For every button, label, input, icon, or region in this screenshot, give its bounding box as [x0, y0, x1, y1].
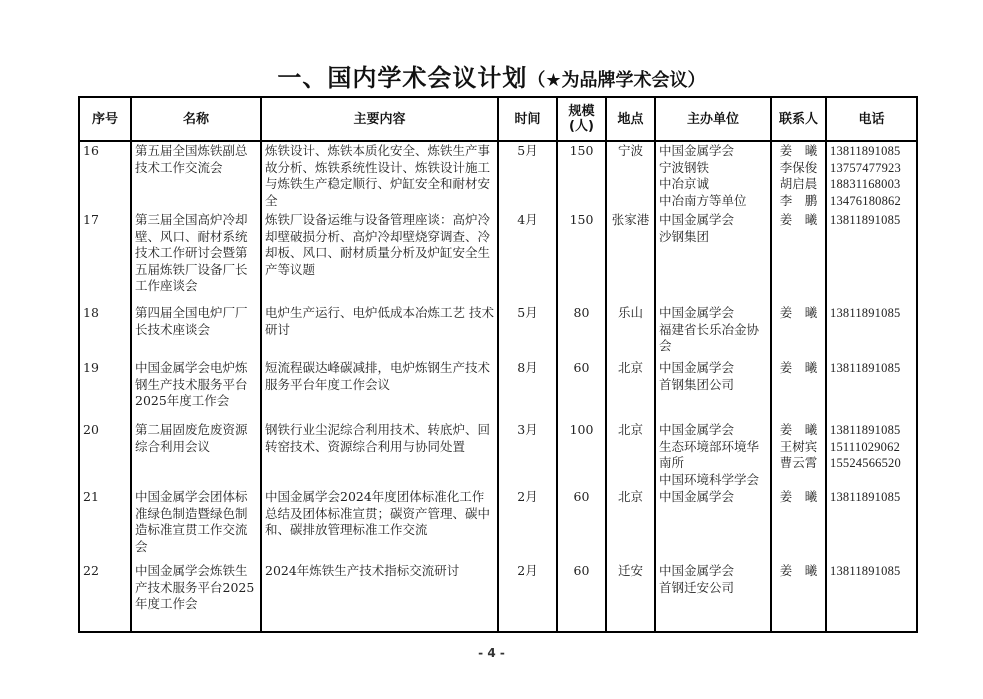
phone-item: 15111029062 [830, 439, 901, 454]
contact-item: 曹云霄 [779, 455, 818, 470]
cell-time: 2月 [498, 488, 557, 562]
phone-item: 15524566520 [830, 456, 901, 470]
cell-place: 乐山 [606, 304, 655, 359]
cell-contact [771, 141, 826, 211]
cell-organizer [655, 211, 771, 304]
contact-item: 姜 曦 [779, 563, 818, 578]
cell-content: 中国金属学会2024年度团体标准化工作总结及团体标准宣贯；碳资产管理、碳中和、碳排放管理标准工作交流 [261, 488, 498, 562]
cell-no: 18 [79, 304, 131, 359]
cell-time: 4月 [498, 211, 557, 304]
header-organizer: 主办单位 [655, 97, 771, 141]
cell-scale: 100 [557, 421, 606, 488]
organizer-item: 中国金属学会 [659, 143, 735, 158]
table-row [79, 304, 917, 359]
cell-contact [771, 304, 826, 359]
organizer-item: 首钢集团公司 [659, 376, 735, 392]
cell-scale: 80 [557, 304, 606, 359]
cell-no: 19 [79, 359, 131, 421]
cell-no: 17 [79, 211, 131, 304]
cell-no: 21 [79, 488, 131, 562]
organizer-item: 中冶京诚 [659, 176, 710, 191]
page-number: - 4 - [478, 646, 505, 660]
cell-phone [826, 141, 917, 211]
cell-time: 5月 [498, 304, 557, 359]
table-row [79, 141, 917, 211]
table-header-row [79, 97, 917, 141]
cell-scale: 60 [557, 488, 606, 562]
contact-item: 姜 曦 [779, 422, 818, 437]
cell-organizer [655, 141, 771, 211]
organizer-item: 中国环境科学学会 [659, 471, 760, 487]
cell-content: 钢铁行业尘泥综合利用技术、转底炉、回转窑技术、资源综合利用与协同处置 [261, 421, 498, 488]
contact-item: 姜 曦 [779, 360, 818, 375]
cell-content: 炼铁设计、炼铁本质化安全、炼铁生产事故分析、炼铁系统性设计、炼铁设计施工与炼铁生产稳定顺行、炉缸安全和耐材安全 [261, 141, 498, 211]
contact-item: 姜 曦 [779, 143, 818, 158]
organizer-item: 中国金属学会 [659, 489, 735, 504]
cell-time: 2月 [498, 562, 557, 632]
organizer-item: 中国金属学会 [659, 422, 735, 437]
contact-item: 姜 曦 [779, 305, 818, 320]
phone-item: 13811891085 [830, 213, 901, 227]
organizer-item: 中国金属学会 [659, 360, 735, 375]
phone-item: 13811891085 [830, 144, 901, 158]
organizer-item: 中冶南方等单位 [659, 192, 747, 208]
header-scale [557, 97, 606, 141]
header-place: 地点 [606, 97, 655, 141]
cell-contact [771, 359, 826, 421]
phone-item: 13757477923 [830, 160, 901, 175]
cell-scale: 150 [557, 211, 606, 304]
cell-phone [826, 304, 917, 359]
organizer-item: 宁波钢铁 [659, 159, 710, 175]
cell-name: 中国金属学会电炉炼钢生产技术服务平台2025年度工作会 [131, 359, 261, 421]
cell-scale: 60 [557, 562, 606, 632]
organizer-item: 中国金属学会 [659, 212, 735, 227]
cell-organizer [655, 304, 771, 359]
organizer-item: 首钢迁安公司 [659, 579, 735, 595]
cell-name: 第四届全国电炉厂厂长技术座谈会 [131, 304, 261, 359]
phone-item: 13811891085 [830, 490, 901, 504]
cell-phone [826, 421, 917, 488]
header-contact: 联系人 [771, 97, 826, 141]
cell-contact [771, 488, 826, 562]
cell-contact [771, 211, 826, 304]
header-name: 名称 [131, 97, 261, 141]
cell-name: 中国金属学会炼铁生产技术服务平台2025年度工作会 [131, 562, 261, 632]
page-title [0, 58, 983, 93]
cell-organizer [655, 488, 771, 562]
cell-contact [771, 562, 826, 632]
cell-place: 宁波 [606, 141, 655, 211]
cell-phone [826, 488, 917, 562]
cell-place: 北京 [606, 488, 655, 562]
phone-item: 13811891085 [830, 361, 901, 375]
cell-place: 张家港 [606, 211, 655, 304]
organizer-item: 中国金属学会 [659, 305, 735, 320]
cell-content: 2024年炼铁生产技术指标交流研讨 [261, 562, 498, 632]
cell-no: 16 [79, 141, 131, 211]
header-phone: 电话 [826, 97, 917, 141]
cell-place: 北京 [606, 359, 655, 421]
cell-time: 3月 [498, 421, 557, 488]
cell-name: 第二届固废危废资源综合利用会议 [131, 421, 261, 488]
title-main: 一、国内学术会议计划 [277, 64, 528, 92]
header-content: 主要内容 [261, 97, 498, 141]
cell-name: 第五届全国炼铁副总技术工作交流会 [131, 141, 261, 211]
conference-plan-table [78, 96, 918, 633]
contact-item: 姜 曦 [779, 489, 818, 504]
cell-phone [826, 359, 917, 421]
cell-name: 第三届全国高炉冷却壁、风口、耐材系统技术工作研讨会暨第五届炼铁厂设备厂长工作座谈会 [131, 211, 261, 304]
cell-no: 22 [79, 562, 131, 632]
contact-item: 李保俊 [779, 159, 818, 175]
cell-organizer [655, 359, 771, 421]
phone-item: 13811891085 [830, 423, 901, 437]
organizer-item: 福建省长乐冶金协会 [659, 321, 760, 353]
contact-item: 姜 曦 [779, 212, 818, 227]
cell-place: 迁安 [606, 562, 655, 632]
phone-item: 18831168003 [830, 177, 901, 191]
contact-item: 胡启晨 [779, 176, 818, 191]
cell-place: 北京 [606, 421, 655, 488]
organizer-item: 生态环境部环境华南所 [659, 438, 760, 470]
title-note: （★为品牌学术会议） [527, 70, 706, 91]
header-no: 序号 [79, 97, 131, 141]
cell-organizer [655, 421, 771, 488]
cell-contact [771, 421, 826, 488]
cell-scale: 60 [557, 359, 606, 421]
cell-content: 短流程碳达峰碳减排，电炉炼钢生产技术服务平台年度工作会议 [261, 359, 498, 421]
cell-organizer [655, 562, 771, 632]
cell-name: 中国金属学会团体标准绿色制造暨绿色制造标准宣贯工作交流会 [131, 488, 261, 562]
organizer-item: 中国金属学会 [659, 563, 735, 578]
cell-content: 炼铁厂设备运维与设备管理座谈：高炉冷却壁破损分析、高炉冷却壁烧穿调查、冷却板、风口、耐材质量分析及炉缸安全生产等议题 [261, 211, 498, 304]
contact-item: 王树宾 [779, 438, 818, 454]
table-row [79, 488, 917, 562]
cell-no: 20 [79, 421, 131, 488]
header-scale-label: 规模 (人) [568, 104, 595, 134]
phone-item: 13811891085 [830, 564, 901, 578]
cell-phone [826, 211, 917, 304]
cell-time: 8月 [498, 359, 557, 421]
cell-content: 电炉生产运行、电炉低成本冶炼工艺 技术研讨 [261, 304, 498, 359]
table-row [79, 359, 917, 421]
phone-item: 13811891085 [830, 306, 901, 320]
cell-time: 5月 [498, 141, 557, 211]
header-time: 时间 [498, 97, 557, 141]
organizer-item: 沙钢集团 [659, 228, 710, 244]
table-row [79, 562, 917, 632]
table-row [79, 211, 917, 304]
cell-phone [826, 562, 917, 632]
contact-item: 李 鹏 [779, 192, 818, 208]
cell-scale: 150 [557, 141, 606, 211]
table-row [79, 421, 917, 488]
phone-item: 13476180862 [830, 193, 901, 208]
